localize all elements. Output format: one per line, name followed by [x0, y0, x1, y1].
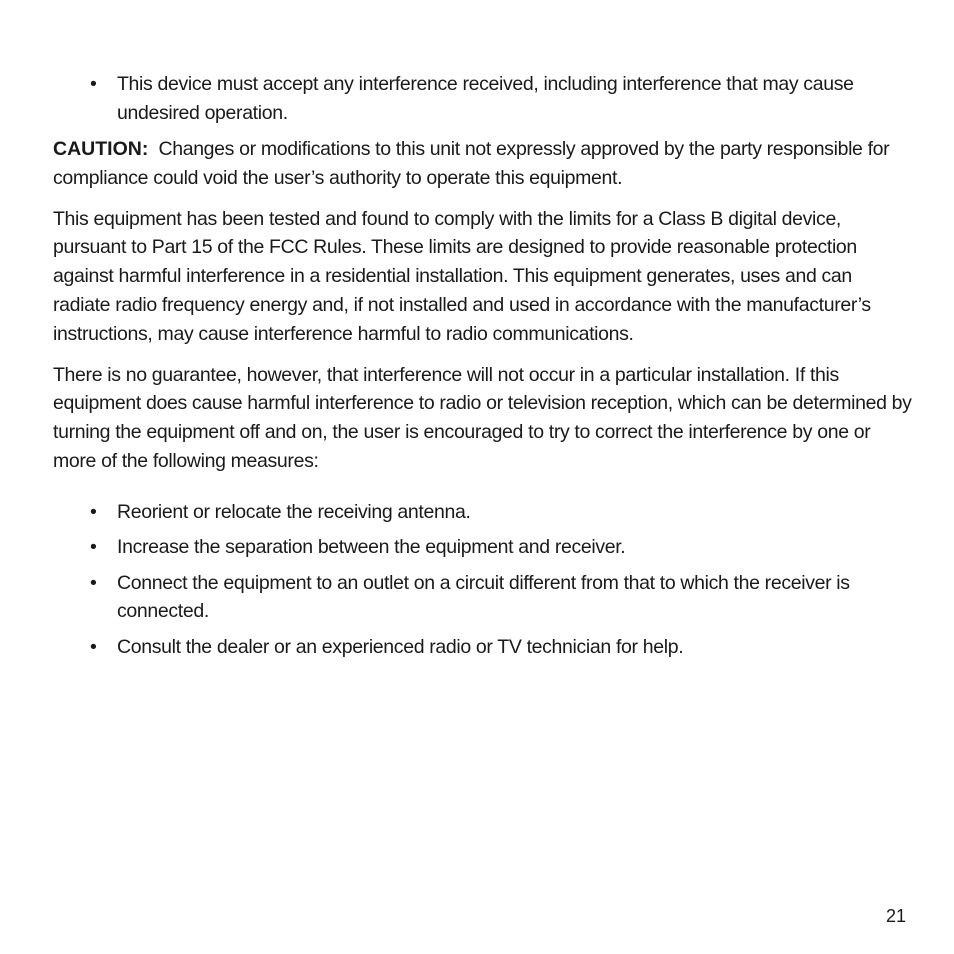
- measures-bullet-list: [53, 498, 913, 662]
- measure-text: Connect the equipment to an outlet on a circuit different from that to which the receiver is connected.: [117, 571, 850, 623]
- guarantee-paragraph: There is no guarantee, however, that interference will not occur in a particular installation. If this equipment does cause harmful interference to radio or television reception, which can be determined by turning the equipment off and on, the user is encouraged to try to correct the interference by one or more of the following measures:: [53, 363, 912, 472]
- caution-label: CAUTION:: [53, 138, 149, 160]
- measure-text: Increase the separation between the equipment and receiver.: [117, 536, 626, 559]
- list-item: [53, 70, 913, 127]
- document-page: [53, 70, 913, 668]
- list-item: [53, 633, 913, 662]
- measure-text: Reorient or relocate the receiving antenna.: [117, 500, 471, 523]
- interference-bullet-list: [53, 70, 913, 127]
- bullet-icon: •: [90, 536, 97, 559]
- bullet-icon: •: [90, 635, 97, 658]
- list-item: [53, 569, 913, 626]
- list-item: [53, 498, 913, 527]
- caution-paragraph: [53, 135, 913, 193]
- bullet-icon: •: [90, 571, 97, 594]
- compliance-paragraph: This equipment has been tested and found to comply with the limits for a Class B digital device, pursuant to Part 15 of the FCC Rules. These limits are designed to provide reasonable protection against harmful interference in a residential installation. This equipment generates, uses and can radiate radio frequency energy and, if not installed and used in accordance with the manufacturer’s instructions, may cause interference harmful to radio communications.: [53, 207, 871, 345]
- measure-text: Consult the dealer or an experienced radio or TV technician for help.: [117, 635, 684, 658]
- bullet-icon: •: [90, 500, 97, 523]
- list-item: [53, 533, 913, 562]
- caution-text: Changes or modifications to this unit not expressly approved by the party responsible for compliance could void the user’s authority to operate this equipment.: [53, 138, 890, 189]
- bullet-text: This device must accept any interference received, including interference that may cause undesired operation.: [117, 73, 854, 124]
- bullet-icon: •: [90, 73, 97, 95]
- page-number: 21: [885, 906, 906, 926]
